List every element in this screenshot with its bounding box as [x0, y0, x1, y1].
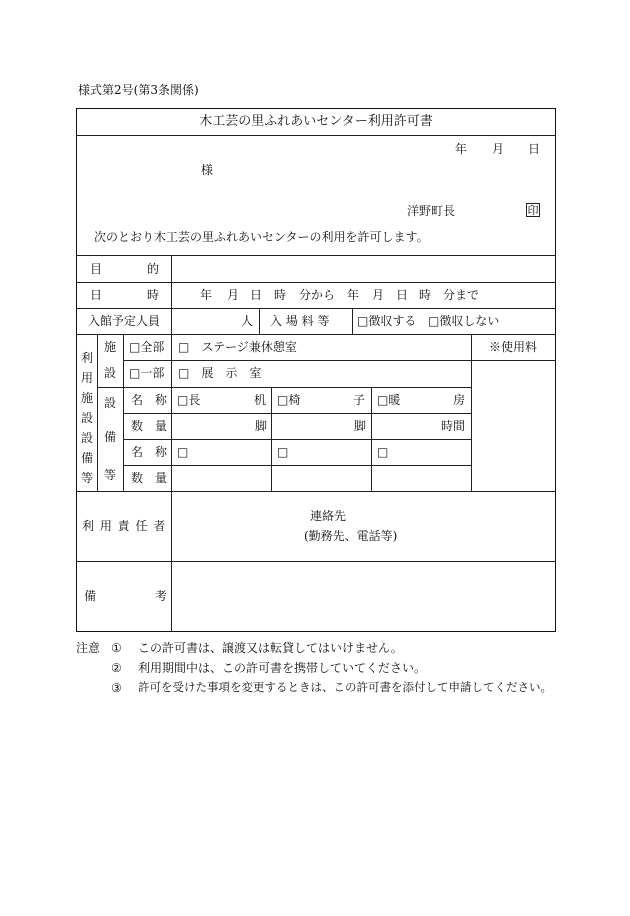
facility-group-label: 利 用 施 設 設 備 等 [80, 351, 93, 485]
line-f4 [123, 439, 471, 440]
line-label-col [171, 255, 172, 632]
line-f3 [123, 413, 471, 414]
date-year: 年 [455, 142, 468, 156]
line-facility-end [76, 491, 556, 492]
line-v-eq1 [271, 387, 272, 491]
line-visitors [76, 334, 556, 335]
desk-checkbox[interactable]: □長 [177, 393, 201, 407]
dt-month1: 月 [227, 288, 240, 302]
note-num-2: ② [111, 661, 122, 675]
equip-label-3: 等 [104, 468, 117, 482]
form-number: 様式第2号(第3条関係) [78, 83, 199, 97]
heater-end: 房 [453, 393, 466, 407]
note-text-3: 許可を受けた事項を変更するときは、この許可書を添付して申請してください。 [138, 680, 552, 694]
dt-from: 分から [299, 288, 336, 302]
datetime-label-2: 時 [147, 288, 160, 302]
notes-label: 注意 [76, 641, 101, 655]
dt-hour1: 時 [274, 288, 287, 302]
desk-qty-unit: 脚 [255, 419, 268, 433]
manager-label: 利 用 責 任 者 [82, 519, 167, 533]
line-v-group [97, 334, 98, 491]
line-f2 [97, 387, 471, 388]
note-num-3: ③ [111, 681, 122, 695]
dt-hour2: 時 [419, 288, 432, 302]
datetime-label-1: 日 [90, 288, 103, 302]
manager-contact: 連絡先 [310, 509, 347, 523]
stage-checkbox[interactable]: □ ステージ兼休憩室 [178, 340, 297, 354]
fee-note: ※使用料 [489, 340, 538, 354]
equip-label-1: 設 [104, 396, 117, 410]
line-v-eq2 [371, 387, 372, 491]
collect-checkbox[interactable]: □徴収する [357, 314, 417, 328]
heater-checkbox[interactable]: □暖 [377, 393, 401, 407]
qty-label-1: 数 量 [131, 419, 168, 433]
date-day: 日 [528, 142, 541, 156]
note-num-1: ① [111, 641, 122, 655]
issuer: 洋野町長 [407, 204, 456, 218]
statement: 次のとおり木工芸の里ふれあいセンターの利用を許可します。 [94, 230, 429, 244]
other-checkbox-3[interactable]: □ [377, 445, 389, 459]
line-header [76, 255, 556, 256]
line-v-fee-col [471, 334, 472, 491]
dt-year2: 年 [347, 288, 360, 302]
line-v-sub [123, 334, 124, 491]
dt-month2: 月 [372, 288, 385, 302]
line-purpose [76, 282, 556, 283]
desk-end: 机 [254, 393, 267, 407]
line-v-unit [259, 308, 260, 334]
purpose-label-2: 的 [147, 262, 160, 276]
visitors-unit: 人 [241, 314, 254, 328]
line-f5 [123, 465, 471, 466]
facility-label-2: 設 [104, 366, 117, 380]
heater-qty-unit: 時間 [441, 419, 466, 433]
chair-checkbox[interactable]: □椅 [277, 393, 301, 407]
all-checkbox[interactable]: □全部 [129, 340, 165, 354]
line-v-fee [352, 308, 353, 334]
dt-day2: 日 [396, 288, 409, 302]
manager-contact-sub: (勤務先、電話等) [304, 529, 398, 543]
addressee-suffix: 様 [201, 163, 214, 177]
chair-qty-unit: 脚 [354, 419, 367, 433]
facility-label-1: 施 [104, 340, 117, 354]
name-label-1: 名 称 [131, 393, 168, 407]
other-checkbox-1[interactable]: □ [177, 445, 189, 459]
line-title [76, 135, 556, 136]
qty-label-2: 数 量 [131, 471, 168, 485]
other-checkbox-2[interactable]: □ [277, 445, 289, 459]
line-f1 [123, 360, 556, 361]
visitors-label: 入館予定人員 [88, 314, 161, 328]
dt-day1: 日 [250, 288, 263, 302]
remarks-label-2: 考 [155, 589, 168, 603]
no-collect-checkbox[interactable]: □徴収しない [428, 314, 500, 328]
chair-end: 子 [353, 393, 366, 407]
note-text-2: 利用期間中は、この許可書を携帯していてください。 [138, 661, 427, 675]
line-manager [76, 561, 556, 562]
note-text-1: この許可書は、譲渡又は転貸してはいけません。 [138, 641, 403, 655]
name-label-2: 名 称 [131, 445, 168, 459]
form-title: 木工芸の里ふれあいセンター利用許可書 [199, 114, 433, 129]
part-checkbox[interactable]: □一部 [129, 366, 165, 380]
fee-label: 入 場 料 等 [270, 314, 330, 328]
purpose-label-1: 目 [90, 262, 103, 276]
date-month: 月 [492, 142, 505, 156]
exhibit-checkbox[interactable]: □ 展 示 室 [178, 366, 262, 380]
dt-year1: 年 [200, 288, 213, 302]
dt-until: 分まで [443, 288, 480, 302]
equip-label-2: 備 [104, 430, 117, 444]
seal-mark: 印 [527, 204, 539, 217]
remarks-label-1: 備 [84, 589, 97, 603]
line-datetime [76, 308, 556, 309]
